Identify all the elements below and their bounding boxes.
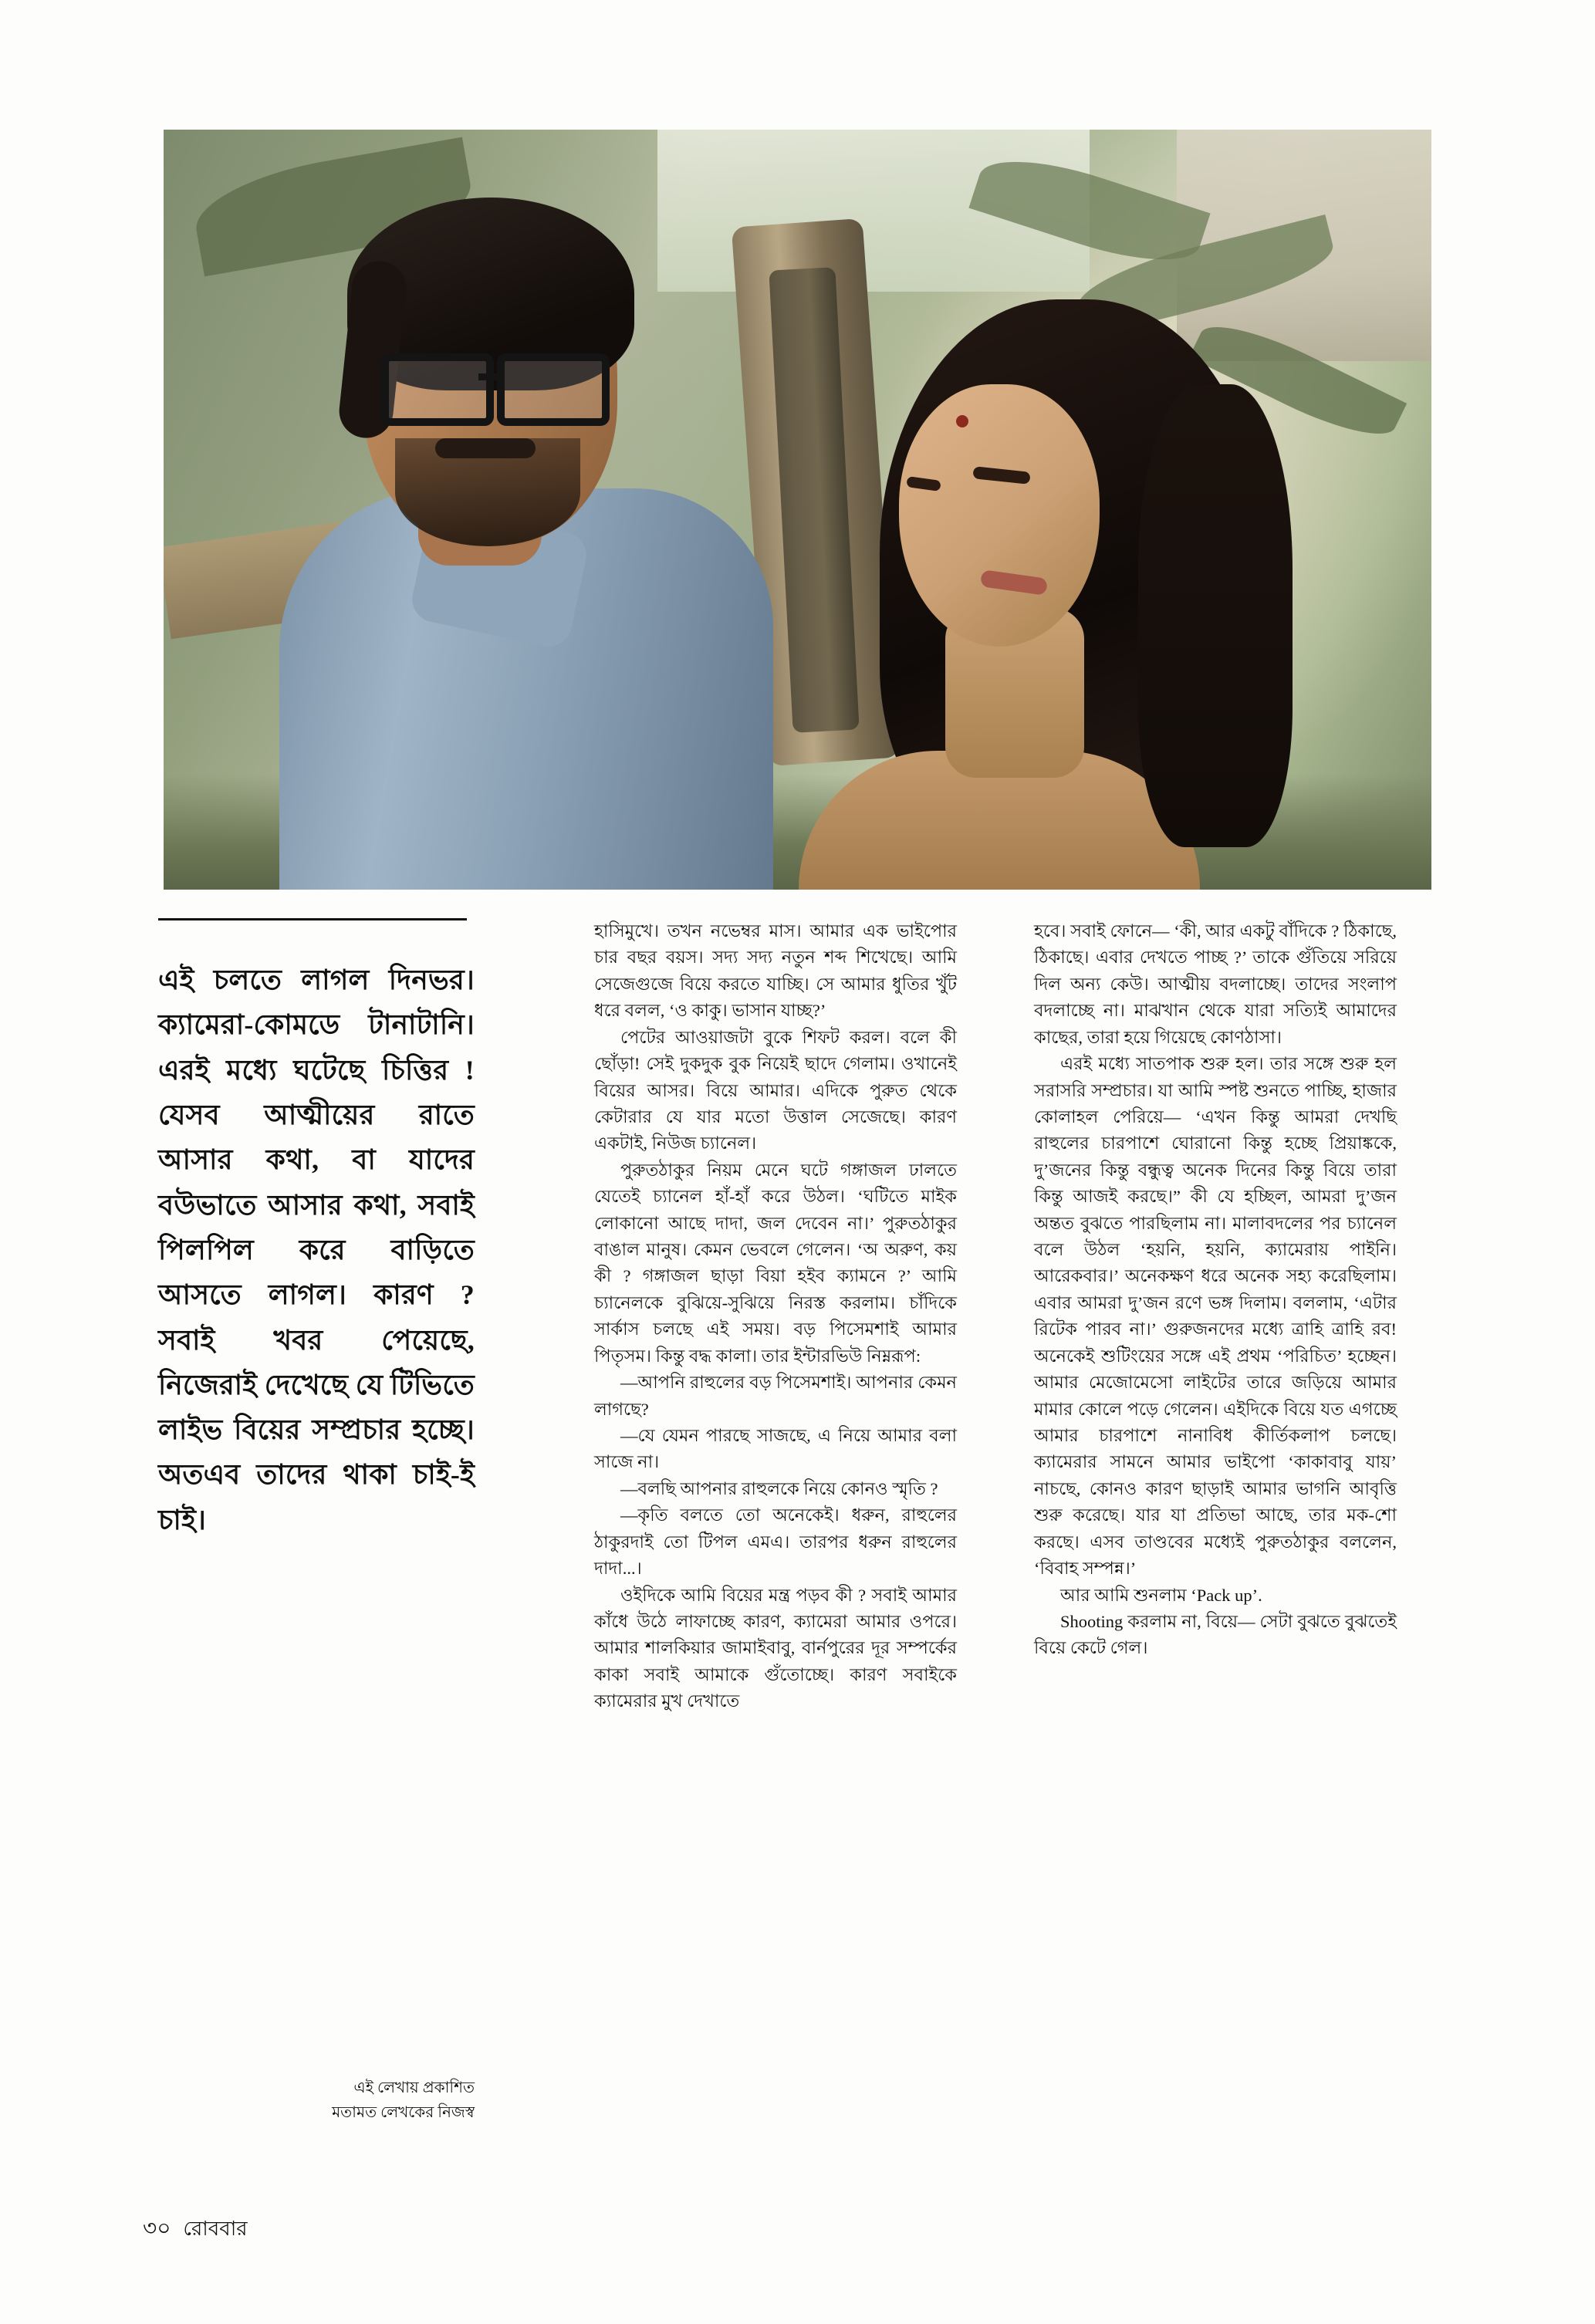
disclaimer-line-1: এই লেখায় প্রকাশিত (353, 2079, 475, 2096)
woman-face (899, 384, 1100, 647)
interview-question: —আপনি রাহুলের বড় পিসেমশাই। আপনার কেমন লাগছে? (594, 1373, 957, 1419)
bindi-icon (956, 415, 968, 427)
paragraph: আর আমি শুনলাম ‘Pack up’. (1060, 1585, 1262, 1605)
intro-column (158, 918, 475, 1542)
interview-answer: —যে যেমন পারছে সাজছে, এ নিয়ে আমার বলা সাজে না। (594, 1426, 957, 1472)
glasses-right-lens (497, 353, 610, 426)
interview-question: —বলছি আপনার রাহুলকে নিয়ে কোনও স্মৃতি ? (620, 1478, 938, 1498)
paragraph: হবে। সবাই ফোনে— ‘কী, আর একটু বাঁদিকে ? ঠিকাছে, ঠিকাছে। এবার দেখতে পাচ্ছ ?’ তাকে গুঁতিয়ে সরিয়ে দিল অন্য কেউ। আত্মীয় বদলাচ্ছে। তাদের সংলাপ বদলাচ্ছে না। মাঝখান থেকে যারা সত্যিই আমাদের কাছের, তারা হয়ে গিয়েছে কোণঠাসা। (1034, 921, 1397, 1047)
disclaimer-line-2: মতামত লেখকের নিজস্ব (332, 2104, 475, 2121)
magazine-name: রোববার (183, 2218, 248, 2240)
page-number: ৩০ (143, 2217, 171, 2241)
lead-paragraph: এই চলতে লাগল দিনভর। ক্যামেরা-কোমডে টানাটানি। এরই মধ্যে ঘটেছে চিত্তির ! যেসব আত্মীয়ের রাতে আসার কথা, বা যাদের বউভাতে আসার কথা, সবাই পিলপিল করে বাড়িতে আসতে লাগল। কারণ ? সবাই খবর পেয়েছে, নিজেরাই দেখেছে যে টিভিতে লাইভ বিয়ের সম্প্রচার হচ্ছে। অতএব তাদের থাকা চাই-ই চাই। (158, 964, 475, 1535)
paragraph: হাসিমুখে। তখন নভেম্বর মাস। আমার এক ভাইপোর চার বছর বয়স। সদ্য সদ্য নতুন শব্দ শিখেছে। আমি সেজেগুজে বিয়ে করতে যাচ্ছি। সে আমার ধুতির খুঁট ধরে বলল, ‘ও কাকু। ভাসান যাচ্ছ?’ (594, 921, 957, 1021)
interview-answer: —কৃতি বলতে তো অনেকেই। ধরুন, রাহুলের ঠাকুরদাই তো টিপল এমএ। তারপর ধরুন রাহুলের দাদা...। (594, 1505, 957, 1579)
section-divider (158, 918, 467, 920)
eyeglasses-icon (381, 353, 613, 414)
author-disclaimer (158, 2076, 475, 2125)
paragraph: পেটের আওয়াজটা বুকে শিফট করল। বলে কী ছোঁড়া! সেই দুকদুক বুক নিয়েই ছাদে গেলাম। ওখানেই বিয়ের আসর। বিয়ে আমার। এদিকে পুরুত থেকে কেটারার যে যার মতো উত্তাল সেজেছে। কারণ একটাই, নিউজ চ্যানেল। (594, 1027, 957, 1154)
glasses-bridge (478, 373, 498, 380)
glasses-left-lens (381, 353, 494, 426)
man-mustache (435, 438, 536, 458)
paragraph: ওইদিকে আমি বিয়ের মন্ত্র পড়ব কী ? সবাই আমার কাঁধে উঠে লাফাচ্ছে কারণ, ক্যামেরা আমার ওপরে। আমার শালকিয়ার জামাইবাবু, বার্নপুরের দূর সম্পর্কের কাকা সবাই আমাকে গুঁতোচ্ছে। কারণ সবাইকে ক্যামেরার মুখ দেখাতে (594, 1585, 957, 1711)
body-column-2 (594, 918, 957, 1715)
page-footer (143, 2211, 248, 2248)
paragraph: Shooting করলাম না, বিয়ে— সেটা বুঝতে বুঝতেই বিয়ে কেটে গেল। (1034, 1611, 1397, 1658)
paragraph: এরই মধ্যে সাতপাক শুরু হল। তার সঙ্গে শুরু হল সরাসরি সম্প্রচার। যা আমি স্পষ্ট শুনতে পাচ্ছি, হাজার কোলাহল পেরিয়ে— ‘এখন কিন্তু আমরা দেখছি রাহুলের চারপাশে ঘোরানো কিন্তু হচ্ছে প্রিয়াঙ্ককে, দু’জনের কিন্তু বন্ধুত্ব অনেক দিনের কিন্তু বিয়ে তারা কিন্তু আজই করছে।” কী যে হচ্ছিল, আমরা দু’জন অন্তত বুঝতে পারছিলাম না। মালাবদলের পর চ্যানেল বলে উঠল ‘হয়নি, হয়নি, ক্যামেরায় পাইনি। আরেকবার।’ অনেকক্ষণ ধরে অনেক সহ্য করেছিলাম। এবার আমরা দু’জন রণে ভঙ্গ দিলাম। বললাম, ‘এটার রিটেক পারব না।’ গুরুজনদের মধ্যে ত্রাহি ত্রাহি রব! অনেকেই শুটিংয়ের সঙ্গে এই প্রথম ‘পরিচিত’ হচ্ছেন। আমার মেজোমেসো লাইটের তারে জড়িয়ে আমার মামার কোলে পড়ে গেলেন। এইদিকে বিয়ে যত এগচ্ছে আমার চারপাশে নানাবিধ কীর্তিকলাপ চলছে। ক্যামেরার সামনে আমার ভাইপো ‘কাকাবাবু যায়’ নাচছে, কোনও কারণ ছাড়াই আমার ভাগনি আবৃত্তি শুরু করেছে। যার যা প্রতিভা আছে, তার মক-শো করছে। এসব তাণ্ডবের মধ্যেই পুরুতঠাকুর বললেন, ‘বিবাহ সম্পন্ন।’ (1034, 1054, 1397, 1579)
woman-hair-strand (1138, 384, 1293, 847)
body-column-3 (1034, 918, 1397, 1662)
paragraph: পুরুতঠাকুর নিয়ম মেনে ঘটে গঙ্গাজল ঢালতে যেতেই চ্যানেল হাঁ-হাঁ করে উঠল। ‘ঘটিতে মাইক লোকানো আছে দাদা, জল দেবেন না।’ পুরুতঠাকুর বাঙাল মানুষ। কেমন ভেবলে গেলেন। ‘অ অরুণ, কয় কী ? গঙ্গাজল ছাড়া বিয়া হইব ক্যামনে ?’ আমি চ্যানেলকে বুঝিয়ে-সুঝিয়ে নিরস্ত করলাম। চাঁদিকে সার্কাস চলছে এই সময়। বড় পিসেমশাই আমার পিতৃসম। কিন্তু বদ্ধ কালা। তার ইন্টারভিউ নিম্নরূপ: (594, 1160, 957, 1366)
photo-background (164, 130, 1431, 890)
article-photo (164, 130, 1431, 890)
